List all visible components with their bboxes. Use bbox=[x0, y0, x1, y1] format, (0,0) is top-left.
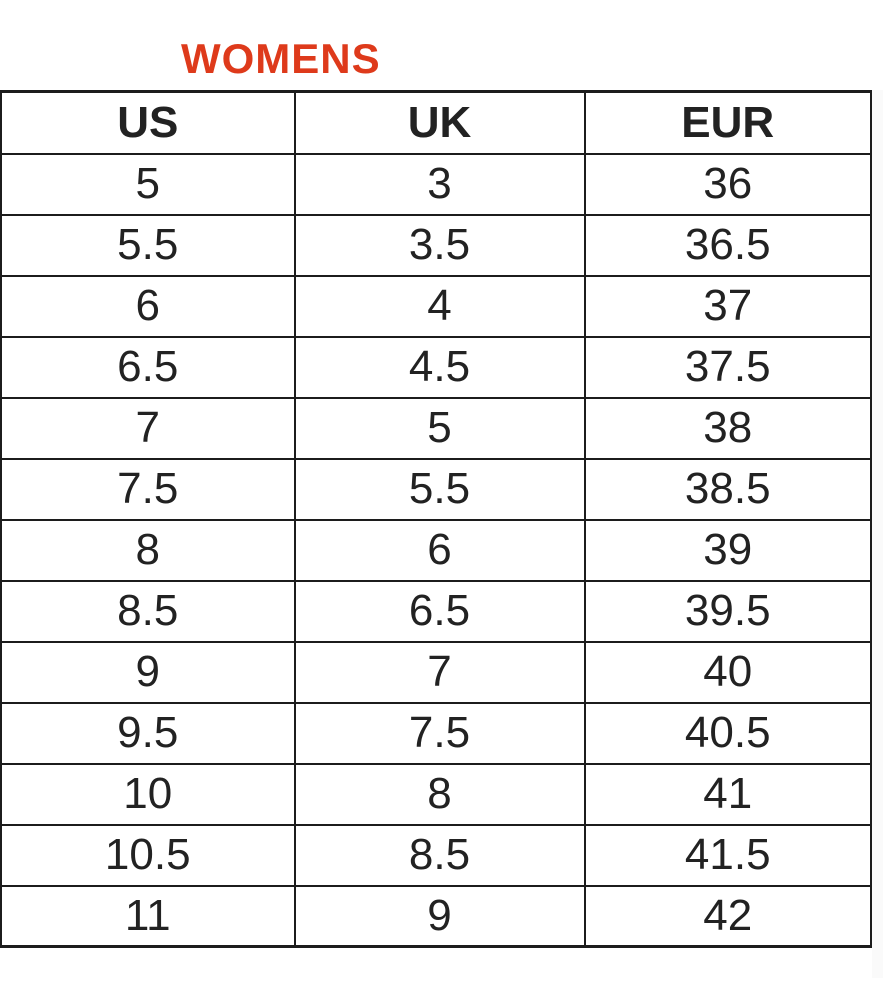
table-row bbox=[1, 398, 872, 459]
table-cell: 8.5 bbox=[1, 581, 295, 642]
table-cell: 40 bbox=[585, 642, 872, 703]
title-area bbox=[0, 0, 883, 90]
table-cell: 36.5 bbox=[585, 215, 872, 276]
table-cell: 6.5 bbox=[1, 337, 295, 398]
table-row bbox=[1, 215, 872, 276]
table-row bbox=[1, 764, 872, 825]
table-cell: 5.5 bbox=[295, 459, 585, 520]
table-cell: 6 bbox=[1, 276, 295, 337]
column-header-uk: UK bbox=[295, 92, 585, 154]
table-cell: 7.5 bbox=[295, 703, 585, 764]
table-cell: 5 bbox=[1, 154, 295, 215]
table-row bbox=[1, 581, 872, 642]
table-cell: 4 bbox=[295, 276, 585, 337]
column-header-us: US bbox=[1, 92, 295, 154]
table-cell: 37.5 bbox=[585, 337, 872, 398]
table-cell: 39.5 bbox=[585, 581, 872, 642]
table-cell: 8.5 bbox=[295, 825, 585, 886]
table-cell: 40.5 bbox=[585, 703, 872, 764]
table-cell: 41 bbox=[585, 764, 872, 825]
table-row bbox=[1, 154, 872, 215]
table-row bbox=[1, 703, 872, 764]
table-cell: 6 bbox=[295, 520, 585, 581]
table-row bbox=[1, 459, 872, 520]
table-cell: 9.5 bbox=[1, 703, 295, 764]
header-row bbox=[1, 92, 872, 154]
table-row bbox=[1, 520, 872, 581]
table-row bbox=[1, 276, 872, 337]
table-cell: 38.5 bbox=[585, 459, 872, 520]
table-cell: 11 bbox=[1, 886, 295, 947]
table-row bbox=[1, 886, 872, 947]
table-cell: 42 bbox=[585, 886, 872, 947]
table-body bbox=[1, 154, 872, 947]
table-cell: 6.5 bbox=[295, 581, 585, 642]
page-title: WOMENS bbox=[181, 35, 381, 82]
table-cell: 7.5 bbox=[1, 459, 295, 520]
table-cell: 39 bbox=[585, 520, 872, 581]
table-cell: 41.5 bbox=[585, 825, 872, 886]
table-cell: 9 bbox=[1, 642, 295, 703]
right-margin-strip bbox=[872, 90, 883, 978]
table-cell: 4.5 bbox=[295, 337, 585, 398]
table-row bbox=[1, 825, 872, 886]
table-cell: 10 bbox=[1, 764, 295, 825]
table-cell: 5.5 bbox=[1, 215, 295, 276]
table-cell: 7 bbox=[1, 398, 295, 459]
table-row bbox=[1, 337, 872, 398]
table-cell: 36 bbox=[585, 154, 872, 215]
table-cell: 9 bbox=[295, 886, 585, 947]
table-cell: 3.5 bbox=[295, 215, 585, 276]
size-conversion-table bbox=[0, 90, 873, 948]
table-row bbox=[1, 642, 872, 703]
table-cell: 10.5 bbox=[1, 825, 295, 886]
column-header-eur: EUR bbox=[585, 92, 872, 154]
table-cell: 8 bbox=[1, 520, 295, 581]
table-cell: 3 bbox=[295, 154, 585, 215]
table-cell: 5 bbox=[295, 398, 585, 459]
table-cell: 7 bbox=[295, 642, 585, 703]
table-cell: 37 bbox=[585, 276, 872, 337]
table-cell: 38 bbox=[585, 398, 872, 459]
table-cell: 8 bbox=[295, 764, 585, 825]
